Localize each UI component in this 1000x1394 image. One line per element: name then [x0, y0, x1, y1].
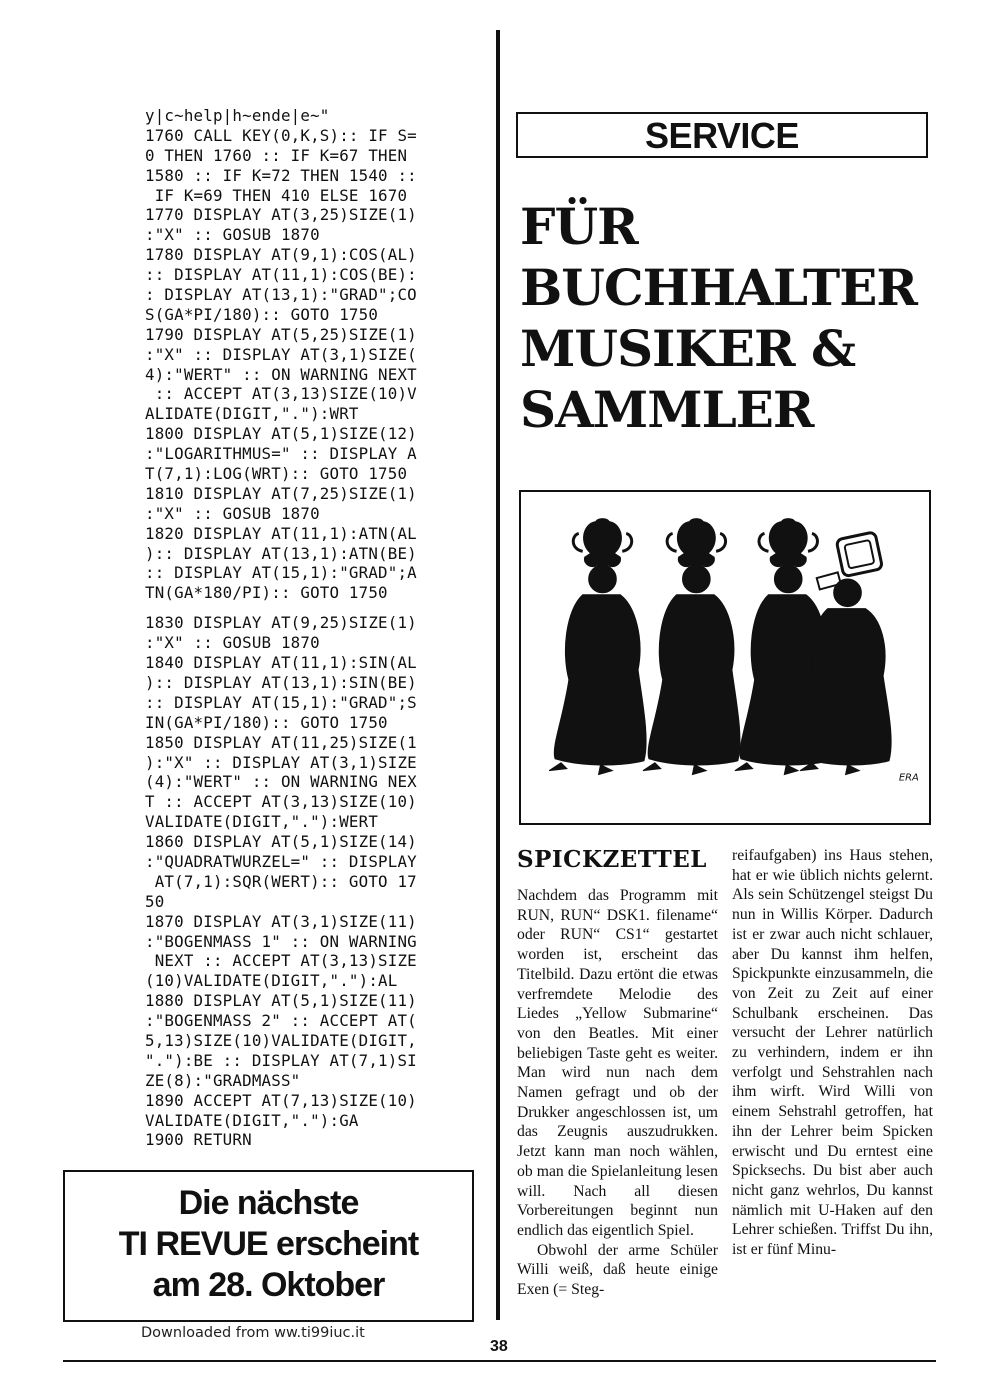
figure-with-jar — [643, 519, 740, 775]
code-line: :"X" :: GOSUB 1870 — [145, 503, 320, 523]
code-line: 1780 DISPLAY AT(9,1):COS(AL) — [145, 245, 417, 265]
code-line: 4):"WERT" :: ON WARNING NEXT — [145, 364, 417, 384]
code-line: :"QUADRATWURZEL=" :: DISPLAY — [145, 851, 417, 871]
artist-signature: ERA — [898, 772, 919, 784]
code-line: 50 — [145, 891, 165, 911]
article-subheading: SPICKZETTEL — [517, 846, 707, 873]
code-listing — [145, 106, 485, 1150]
code-line: y|c~help|h~ende|e~" — [145, 106, 330, 125]
code-line: (4):"WERT" :: ON WARNING NEX — [145, 772, 417, 792]
code-gap — [145, 603, 485, 613]
article-column-2 — [732, 846, 933, 1260]
column-divider — [496, 30, 500, 1320]
cartoon-illustration — [519, 490, 931, 825]
code-line: 1800 DISPLAY AT(5,1)SIZE(12) — [145, 424, 417, 444]
code-line: 1890 ACCEPT AT(7,13)SIZE(10) — [145, 1090, 417, 1110]
code-line: 1770 DISPLAY AT(3,25)SIZE(1) — [145, 205, 417, 225]
article-headline — [520, 196, 940, 440]
code-line: ):: DISPLAY AT(13,1):ATN(BE) — [145, 543, 417, 563]
notice-line: Die nächste — [178, 1184, 359, 1222]
code-line: 1860 DISPLAY AT(5,1)SIZE(14) — [145, 832, 417, 852]
headline-line: MUSIKER & — [520, 319, 856, 378]
code-line: : DISPLAY AT(13,1):"GRAD";CO — [145, 285, 417, 305]
code-line: 1810 DISPLAY AT(7,25)SIZE(1) — [145, 483, 417, 503]
code-line: :: DISPLAY AT(15,1):"GRAD";A — [145, 563, 417, 583]
headline-line: FÜR — [520, 197, 638, 256]
code-line: 0 THEN 1760 :: IF K=67 THEN — [145, 145, 408, 165]
figure-with-computer — [800, 532, 891, 775]
code-line: 1820 DISPLAY AT(11,1):ATN(AL — [145, 523, 417, 543]
code-line: :"LOGARITHMUS=" :: DISPLAY A — [145, 444, 417, 464]
code-line: :"X" :: DISPLAY AT(3,1)SIZE( — [145, 344, 417, 364]
code-line: :: DISPLAY AT(15,1):"GRAD";S — [145, 692, 417, 712]
code-line: ALIDATE(DIGIT,"."):WRT — [145, 404, 359, 424]
code-line: :: DISPLAY AT(11,1):COS(BE): — [145, 265, 417, 285]
code-line: NEXT :: ACCEPT AT(3,13)SIZE — [145, 951, 417, 971]
next-issue-notice — [63, 1170, 474, 1322]
code-line: ZE(8):"GRADMASS" — [145, 1070, 301, 1090]
download-note: Downloaded from ww.ti99iuc.it — [141, 1325, 365, 1341]
code-line: 1790 DISPLAY AT(5,25)SIZE(1) — [145, 324, 417, 344]
page-number: 38 — [490, 1338, 508, 1355]
code-line: 5,13)SIZE(10)VALIDATE(DIGIT, — [145, 1030, 417, 1050]
figure-with-jar — [549, 519, 646, 775]
code-line: :"X" :: GOSUB 1870 — [145, 633, 320, 653]
headline-line: BUCHHALTER — [520, 258, 917, 317]
code-line: AT(7,1):SQR(WERT):: GOTO 17 — [145, 871, 417, 891]
headline-line: SAMMLER — [520, 380, 814, 439]
footer-rule — [63, 1360, 936, 1362]
code-line: VALIDATE(DIGIT,"."):GA — [145, 1110, 359, 1130]
code-line: 1870 DISPLAY AT(3,1)SIZE(11) — [145, 911, 417, 931]
code-line: T :: ACCEPT AT(3,13)SIZE(10) — [145, 792, 417, 812]
code-line: IN(GA*PI/180):: GOTO 1750 — [145, 712, 388, 732]
article-paragraph: Nachdem das Programm mit RUN, RUN“ DSK1. filename“ oder RUN“ CS1“ gestartet worden ist, erscheint das Titelbild. Dazu ertönt die etwas verfremdete Melodie des Liedes „Yellow Submarine“ von den Beatles. Mit einer beliebigen Taste geht es weiter. Man wird nun nach dem Namen gefragt und ob der Drukker angeschlossen ist, um das Zeugnis auszudrukken. Jetzt kann man noch wählen, ob man die Spielanleitung lesen will. Nach all diesen Vorbereitungen beginnt nun endlich das eigentlich Spiel. — [517, 887, 718, 1239]
article-paragraph: Obwohl der arme Schüler Willi weiß, daß heute einige Exen (= Steg- — [517, 1241, 718, 1299]
code-line: 1880 DISPLAY AT(5,1)SIZE(11) — [145, 991, 417, 1011]
notice-line: TI REVUE erscheint — [118, 1225, 419, 1263]
code-line: 1760 CALL KEY(0,K,S):: IF S= — [145, 125, 417, 145]
code-line: ):: DISPLAY AT(13,1):SIN(BE) — [145, 672, 417, 692]
article-paragraph: reifaufgaben) ins Haus stehen, hat er wie üblich nichts gelernt. Als sein Schützengel steigst Du nun in Willis Körper. Dadurch ist er zwar auch nicht schlauer, aber Du kannst ihm helfen, Spickpunkte einzusammeln, die von Zeit zu Zeit auf einer Schulbank erscheinen. Das versucht der Lehrer natürlich zu verhindern, indem er ihn verfolgt und Sehstrahlen nach ihm wirft. Wird Willi von einem Sehstrahl getroffen, hat ihn der Lehrer beim Spicken erwischt und Du erntest eine Spicksechs. Du bist aber auch nicht ganz wehrlos, Du kannst nämlich mit U-Haken auf den Lehrer schießen. Triffst Du ihn, ist er fünf Minu- — [732, 847, 933, 1259]
code-line: 1900 RETURN — [145, 1130, 252, 1150]
code-line: S(GA*PI/180):: GOTO 1750 — [145, 304, 379, 324]
code-line: VALIDATE(DIGIT,"."):WERT — [145, 812, 379, 832]
cartoon-women-carrying-jars — [521, 492, 929, 823]
code-line: :"X" :: GOSUB 1870 — [145, 225, 320, 245]
code-line: 1840 DISPLAY AT(11,1):SIN(AL — [145, 653, 417, 673]
code-line: (10)VALIDATE(DIGIT,"."):AL — [145, 971, 398, 991]
article-column-1 — [517, 886, 718, 1300]
code-line: :"BOGENMASS 2" :: ACCEPT AT( — [145, 1011, 417, 1031]
code-line: IF K=69 THEN 410 ELSE 1670 — [145, 185, 408, 205]
code-line: :"BOGENMASS 1" :: ON WARNING — [145, 931, 417, 951]
code-line: 1580 :: IF K=72 THEN 1540 :: — [145, 165, 417, 185]
notice-line: am 28. Oktober — [152, 1266, 385, 1304]
code-line: "."):BE :: DISPLAY AT(7,1)SI — [145, 1050, 417, 1070]
section-label: SERVICE — [516, 112, 928, 158]
code-line: 1850 DISPLAY AT(11,25)SIZE(1 — [145, 732, 417, 752]
code-line: 1830 DISPLAY AT(9,25)SIZE(1) — [145, 613, 417, 633]
code-line: :: ACCEPT AT(3,13)SIZE(10)V — [145, 384, 417, 404]
code-line: T(7,1):LOG(WRT):: GOTO 1750 — [145, 464, 408, 484]
code-line: ):"X" :: DISPLAY AT(3,1)SIZE — [145, 752, 417, 772]
code-line: TN(GA*180/PI):: GOTO 1750 — [145, 583, 388, 603]
